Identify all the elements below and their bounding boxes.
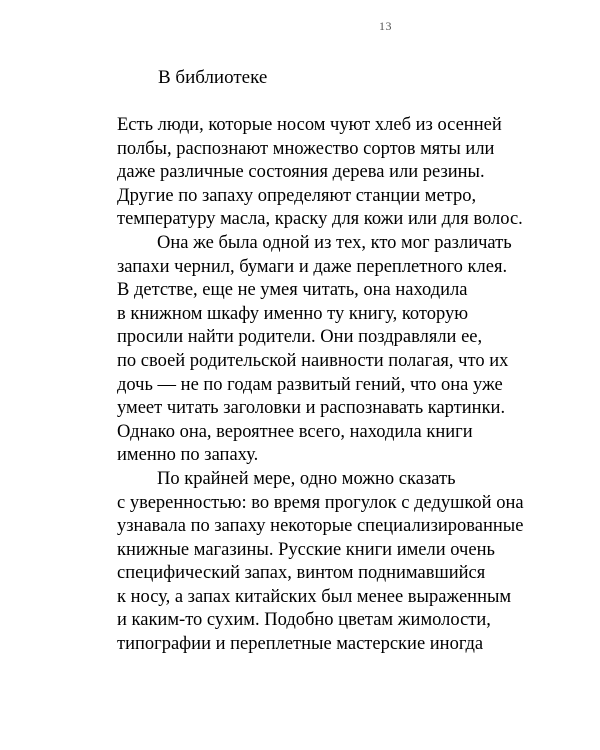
text-line: даже различные состояния дерева или резины. — [117, 162, 485, 183]
text-line: просили найти родители. Они поздравляли ее, — [117, 327, 483, 348]
body-text — [117, 114, 577, 657]
paragraph — [117, 232, 577, 468]
text-line: полбы, распознают множество сортов мяты или — [117, 138, 495, 159]
page-number: 13 — [379, 19, 392, 33]
text-line: Однако она, вероятнее всего, находила книги — [117, 421, 473, 442]
text-line: умеет читать заголовки и распознавать картинки. — [117, 398, 506, 419]
text-line: В детстве, еще не умея читать, она находила — [117, 280, 468, 301]
text-line: в книжном шкафу именно ту книгу, которую — [117, 303, 469, 324]
text-line: специфический запах, винтом поднимавшийся — [117, 563, 486, 584]
text-line: дочь — не по годам развитый гений, что она уже — [117, 374, 503, 395]
text-line: По крайней мере, одно можно сказать — [157, 468, 456, 489]
text-line: с уверенностью: во время прогулок с дедушкой она — [117, 492, 524, 513]
text-line: Есть люди, которые носом чуют хлеб из осенней — [117, 115, 502, 135]
text-line: температуру масла, краску для кожи или для волос. — [117, 209, 523, 230]
text-line: узнавала по запаху некоторые специализированные — [117, 516, 524, 537]
text-line: запахи чернил, бумаги и даже переплетного клея. — [117, 256, 508, 277]
text-line: и каким-то сухим. Подобно цветам жимолости, — [117, 610, 491, 631]
text-line: к носу, а запах китайских был менее выраженным — [117, 586, 512, 607]
text-line: Другие по запаху определяют станции метро, — [117, 185, 477, 206]
text-line: именно по запаху. — [117, 445, 259, 466]
text-line: Она же была одной из тех, кто мог различать — [157, 232, 512, 253]
text-line: типографии и переплетные мастерские иногда — [117, 634, 484, 655]
paragraph — [117, 114, 577, 232]
chapter-title: В библиотеке — [158, 67, 268, 88]
paragraph — [117, 468, 577, 657]
text-line: книжные магазины. Русские книги имели очень — [117, 539, 495, 560]
text-line: по своей родительской наивности полагая, что их — [117, 350, 509, 371]
